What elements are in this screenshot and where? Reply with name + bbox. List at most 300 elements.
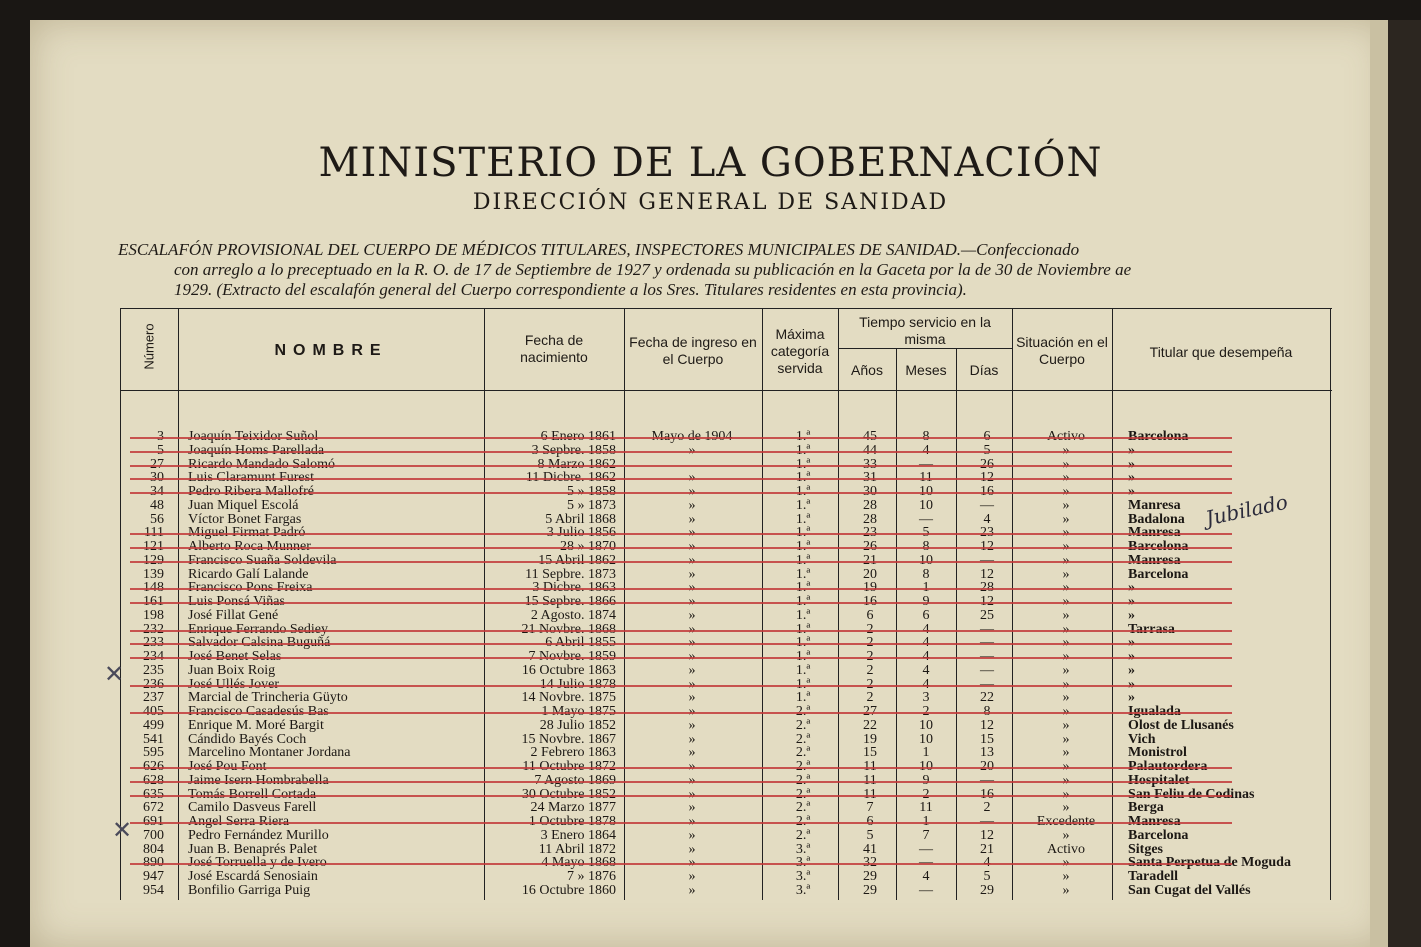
cell-sit: »: [1062, 773, 1070, 788]
cell-anos: 16: [863, 595, 877, 609]
cell-meses: 6: [922, 608, 930, 623]
cell-anos: 2: [866, 622, 874, 637]
cell-name: Angel Serra Riera: [188, 815, 290, 829]
cell-meses: 10: [919, 553, 933, 568]
cell-ingreso: »: [688, 443, 696, 458]
cell-name: Francisco Suaña Soldevila: [188, 553, 337, 568]
table-row: [120, 609, 1332, 623]
cell-meses: 4: [922, 622, 930, 637]
cell-num: 198: [143, 608, 164, 623]
x-mark: ✕: [104, 660, 125, 688]
table-row: [120, 664, 1332, 678]
cell-ingreso: »: [688, 732, 696, 747]
cell-name: Joaquín Teixidor Suñol: [188, 430, 319, 444]
cell-num: 635: [143, 787, 164, 802]
cell-cat: 1.ª: [795, 471, 811, 485]
cell-birth: 7 » 1876: [567, 870, 616, 884]
cell-meses: 4: [922, 443, 930, 458]
cell-dias: 28: [980, 581, 994, 595]
cell-tit: Palautordera: [1128, 760, 1208, 774]
cell-num: 56: [150, 512, 164, 527]
cell-birth: 15 Abril 1862: [538, 553, 616, 568]
cell-birth: 14 Novbre. 1875: [521, 691, 616, 705]
cell-num: 30: [150, 471, 164, 485]
cell-sit: »: [1062, 828, 1070, 843]
cell-dias: 4: [983, 512, 991, 527]
cell-cat: 1.ª: [795, 663, 811, 678]
cell-meses: —: [919, 457, 933, 472]
cell-tit: San Cugat del Vallés: [1128, 883, 1251, 898]
cell-birth: 16 Octubre 1860: [521, 883, 616, 898]
cell-birth: 2 Agosto. 1874: [530, 608, 616, 623]
cell-anos: 6: [866, 815, 874, 829]
table-row: [120, 595, 1332, 609]
intro-paragraph: [118, 240, 1338, 300]
cell-name: Cándido Bayés Coch: [188, 732, 307, 747]
cell-dias: —: [980, 773, 994, 788]
cell-name: José Torruella y de Ivero: [188, 856, 327, 870]
cell-anos: 20: [863, 567, 877, 582]
cell-num: 954: [143, 883, 164, 898]
cell-name: José Fillat Gené: [188, 608, 279, 623]
cell-sit: »: [1062, 732, 1070, 747]
cell-tit: Vich: [1128, 732, 1156, 747]
intro-line-3: 1929. (Extracto del escalafón general del Cuerpo correspondiente a los Sres. Titulares residentes en esta provincia).: [174, 280, 967, 299]
cell-num: 129: [143, 553, 164, 568]
table-row: [120, 691, 1332, 705]
cell-meses: 4: [922, 663, 930, 678]
cell-anos: 41: [863, 842, 877, 857]
cell-dias: 12: [980, 540, 994, 554]
cell-dias: 12: [980, 595, 994, 609]
cell-sit: »: [1062, 581, 1070, 595]
cell-meses: 8: [922, 540, 930, 554]
cell-meses: 4: [922, 650, 930, 664]
cell-dias: 20: [980, 760, 994, 774]
cell-ingreso: »: [688, 608, 696, 623]
table-row: [120, 815, 1332, 829]
handwritten-note: Jubilado: [1203, 489, 1290, 531]
cell-dias: 12: [980, 471, 994, 485]
cell-meses: 9: [922, 773, 930, 788]
cell-ingreso: »: [688, 828, 696, 843]
header-nacimiento: Fecha de nacimiento: [520, 332, 588, 365]
cell-dias: 12: [980, 567, 994, 582]
intro-line-2: con arreglo a lo preceptuado en la R. O. de 17 de Septiembre de 1927 y ordenada su publicación en la Gaceta por la de 30 de Noviembre ae: [174, 260, 1132, 279]
cell-dias: 2: [983, 801, 991, 815]
cell-cat: 1.ª: [795, 650, 811, 664]
cell-meses: 8: [922, 567, 930, 582]
cell-anos: 15: [863, 746, 877, 760]
cell-birth: 7 Agosto 1869: [534, 773, 616, 788]
cell-anos: 2: [866, 663, 874, 678]
cell-tit: »: [1128, 677, 1135, 692]
cell-birth: 30 Octubre 1852: [521, 787, 616, 802]
cell-cat: 1.ª: [795, 526, 811, 540]
header-situacion: Situación en el Cuerpo: [1016, 334, 1108, 367]
cell-meses: 10: [919, 718, 933, 733]
cell-anos: 6: [866, 608, 874, 623]
cell-sit: »: [1062, 718, 1070, 733]
cell-num: 148: [143, 581, 164, 595]
cell-meses: 10: [919, 760, 933, 774]
cell-sit: »: [1062, 883, 1070, 898]
cell-tit: »: [1128, 457, 1135, 472]
header-bottom-border: [120, 390, 1332, 391]
cell-num: 541: [143, 732, 164, 747]
cell-anos: 5: [866, 828, 874, 843]
cell-sit: »: [1062, 663, 1070, 678]
cell-name: Pedro Ribera Mallofré: [188, 485, 314, 499]
cell-anos: 26: [863, 540, 877, 554]
cell-dias: 5: [983, 443, 991, 458]
cell-num: 5: [157, 443, 164, 458]
cell-anos: 19: [863, 581, 877, 595]
cell-name: Enrique Ferrando Sediey: [188, 622, 328, 637]
cell-birth: 3 Sepbre. 1858: [531, 443, 616, 458]
cell-anos: 11: [863, 760, 877, 774]
cell-dias: 15: [980, 732, 994, 747]
cell-cat: 1.ª: [795, 691, 811, 705]
table-row: [120, 526, 1332, 540]
cell-sit: »: [1062, 540, 1070, 554]
cell-name: Ricardo Mandado Salomó: [188, 457, 335, 472]
cell-birth: 3 Enero 1864: [540, 828, 616, 843]
cell-birth: 16 Octubre 1863: [521, 663, 616, 678]
table-row: [120, 856, 1332, 870]
cell-cat: 1.ª: [795, 485, 811, 499]
cell-ingreso: »: [688, 567, 696, 582]
cell-anos: 2: [866, 650, 874, 664]
cell-name: Luis Claramunt Furest: [188, 471, 314, 485]
cell-ingreso: »: [688, 883, 696, 898]
cell-dias: 13: [980, 746, 994, 760]
cell-birth: 15 Novbre. 1867: [521, 732, 616, 747]
header-categoria: Máxima categoría servida: [770, 326, 830, 376]
header-numero: Número: [141, 323, 157, 370]
cell-anos: 2: [866, 677, 874, 692]
cell-sit: »: [1062, 595, 1070, 609]
cell-dias: 4: [983, 856, 991, 870]
table-row: [120, 636, 1332, 650]
table-row: [120, 746, 1332, 760]
cell-num: 232: [143, 622, 164, 637]
cell-sit: »: [1062, 485, 1070, 499]
cell-cat: 1.ª: [795, 540, 811, 554]
cell-tit: Barcelona: [1128, 567, 1189, 582]
table-row: [120, 458, 1332, 472]
header-nombre: NOMBRE: [274, 342, 388, 359]
cell-tit: »: [1128, 581, 1135, 595]
cell-name: Juan Boix Roig: [188, 663, 276, 678]
cell-sit: Activo: [1046, 842, 1086, 857]
ministry-title: MINISTERIO DE LA GOBERNACIÓN: [318, 140, 1103, 186]
cell-ingreso: »: [688, 553, 696, 568]
table-row: [120, 540, 1332, 554]
cell-meses: 4: [922, 677, 930, 692]
cell-cat: 3.ª: [795, 842, 811, 857]
cell-name: Marcelino Montaner Jordana: [188, 746, 351, 760]
table-row: [120, 678, 1332, 692]
cell-dias: 23: [980, 526, 994, 540]
cell-sit: »: [1062, 650, 1070, 664]
cell-tit: Monistrol: [1128, 746, 1187, 760]
header-anos: Años: [851, 362, 883, 378]
cell-meses: 3: [922, 691, 930, 705]
cell-cat: 2.ª: [795, 732, 811, 747]
cell-ingreso: »: [688, 856, 696, 870]
cell-sit: »: [1062, 856, 1070, 870]
cell-dias: —: [980, 636, 994, 650]
cell-anos: 11: [863, 787, 877, 802]
cell-cat: 1.ª: [795, 677, 811, 692]
cell-anos: 2: [866, 636, 874, 650]
cell-name: José Pou Font: [188, 760, 267, 774]
cell-name: Camilo Dasveus Farell: [188, 801, 317, 815]
cell-meses: 10: [919, 498, 933, 513]
cell-sit: »: [1062, 691, 1070, 705]
cell-num: 48: [150, 498, 164, 513]
cell-name: Salvador Calsina Buguñá: [188, 636, 331, 650]
table-row: [120, 843, 1332, 857]
cell-tit: »: [1128, 471, 1135, 485]
cell-name: Enrique M. Moré Bargit: [188, 718, 324, 733]
table-row: [120, 774, 1332, 788]
cell-num: 947: [143, 870, 164, 884]
table-row: [120, 444, 1332, 458]
cell-cat: 1.ª: [795, 595, 811, 609]
cell-birth: 5 » 1873: [567, 498, 616, 513]
cell-sit: »: [1062, 622, 1070, 637]
cell-anos: 29: [863, 883, 877, 898]
table-row: [120, 623, 1332, 637]
cell-cat: 2.ª: [795, 801, 811, 815]
escalafon-table: [120, 308, 1332, 908]
cell-ingreso: »: [688, 691, 696, 705]
cell-anos: 30: [863, 485, 877, 499]
cell-meses: —: [919, 856, 933, 870]
cell-cat: 2.ª: [795, 787, 811, 802]
cell-birth: 28 » 1870: [560, 540, 616, 554]
cell-tit: Berga: [1128, 801, 1164, 815]
cell-tit: Taradell: [1128, 870, 1179, 884]
table-row: [120, 554, 1332, 568]
directorate-subtitle: DIRECCIÓN GENERAL DE SANIDAD: [472, 190, 949, 215]
cell-meses: 1: [922, 581, 930, 595]
cell-cat: 1.ª: [795, 430, 811, 444]
cell-ingreso: »: [688, 581, 696, 595]
cell-anos: 33: [863, 457, 877, 472]
cell-anos: 21: [863, 553, 877, 568]
cell-num: 3: [157, 430, 164, 444]
cell-cat: 2.ª: [795, 760, 811, 774]
cell-tit: »: [1128, 650, 1135, 664]
table-top-border: [120, 308, 1332, 309]
cell-birth: 28 Julio 1852: [539, 718, 616, 733]
cell-num: 890: [143, 856, 164, 870]
table-row: [120, 513, 1332, 527]
cell-cat: 2.ª: [795, 828, 811, 843]
cell-cat: 3.ª: [795, 870, 811, 884]
cell-ingreso: »: [688, 471, 696, 485]
cell-birth: 6 Enero 1861: [540, 430, 616, 444]
cell-dias: 6: [983, 430, 991, 444]
cell-tit: Manresa: [1128, 815, 1181, 829]
cell-sit: »: [1062, 746, 1070, 760]
cell-cat: 3.ª: [795, 856, 811, 870]
cell-ingreso: »: [688, 485, 696, 499]
cell-dias: 16: [980, 787, 994, 802]
cell-tit: Barcelona: [1128, 540, 1189, 554]
table-row: [120, 801, 1332, 815]
cell-sit: »: [1062, 636, 1070, 650]
cell-sit: »: [1062, 457, 1070, 472]
cell-tit: San Feliu de Codinas: [1128, 787, 1255, 802]
cell-tit: »: [1128, 443, 1135, 458]
cell-birth: 11 Abril 1872: [538, 842, 616, 857]
cell-num: 234: [143, 650, 164, 664]
table-row: [120, 829, 1332, 843]
cell-birth: 5 » 1858: [567, 485, 616, 499]
table-row: [120, 485, 1332, 499]
cell-dias: 26: [980, 457, 994, 472]
cell-ingreso: »: [688, 663, 696, 678]
cell-cat: 2.ª: [795, 773, 811, 788]
cell-dias: —: [980, 815, 994, 829]
table-row: [120, 760, 1332, 774]
cell-meses: —: [919, 512, 933, 527]
cell-dias: 29: [980, 883, 994, 898]
cell-birth: 7 Novbre. 1859: [528, 650, 616, 664]
cell-num: 804: [143, 842, 164, 857]
cell-birth: 1 Octubre 1878: [528, 815, 616, 829]
cell-num: 235: [143, 663, 164, 678]
cell-name: José Escardá Senosiain: [188, 870, 318, 884]
cell-sit: »: [1062, 870, 1070, 884]
cell-ingreso: »: [688, 787, 696, 802]
table-row: [120, 705, 1332, 719]
cell-sit: »: [1062, 787, 1070, 802]
cell-num: 121: [143, 540, 164, 554]
cell-ingreso: »: [688, 498, 696, 513]
cell-tit: Manresa: [1128, 526, 1181, 540]
cell-num: 672: [143, 801, 164, 815]
cell-sit: »: [1062, 677, 1070, 692]
cell-sit: »: [1062, 526, 1070, 540]
cell-birth: 14 Julio 1878: [539, 677, 616, 692]
cell-name: Jaime Isern Hombrabella: [188, 773, 329, 788]
x-mark: ✕: [112, 816, 133, 844]
table-row: [120, 650, 1332, 664]
cell-tit: Sitges: [1128, 842, 1163, 857]
cell-name: Bonfilio Garriga Puig: [188, 883, 311, 898]
cell-meses: 4: [922, 870, 930, 884]
cell-birth: 3 Julio 1856: [546, 526, 616, 540]
table-row: [120, 870, 1332, 884]
cell-birth: 6 Abril 1855: [545, 636, 616, 650]
cell-name: Luis Ponsá Viñas: [188, 595, 285, 609]
cell-name: Víctor Bonet Fargas: [188, 512, 302, 527]
cell-sit: »: [1062, 471, 1070, 485]
cell-cat: 1.ª: [795, 553, 811, 568]
cell-tit: »: [1128, 636, 1135, 650]
cell-num: 111: [144, 526, 164, 540]
cell-ingreso: »: [688, 636, 696, 650]
cell-meses: 11: [919, 801, 933, 815]
cell-tit: »: [1128, 608, 1135, 623]
cell-meses: 5: [922, 526, 930, 540]
cell-ingreso: »: [688, 622, 696, 637]
cell-tit: Manresa: [1128, 553, 1181, 568]
cell-tit: Tarrasa: [1128, 622, 1175, 637]
cell-meses: 7: [922, 828, 930, 843]
cell-name: José Benet Selas: [188, 650, 282, 664]
cell-birth: 4 Mayo 1868: [541, 856, 616, 870]
cell-sit: »: [1062, 705, 1070, 719]
table-row: [120, 719, 1332, 733]
cell-cat: 1.ª: [795, 622, 811, 637]
cell-cat: 1.ª: [795, 581, 811, 595]
header-ingreso: Fecha de ingreso en el Cuerpo: [629, 334, 757, 367]
cell-ingreso: »: [688, 718, 696, 733]
cell-sit: »: [1062, 801, 1070, 815]
cell-dias: 21: [980, 842, 994, 857]
cell-ingreso: »: [688, 595, 696, 609]
cell-dias: —: [980, 663, 994, 678]
cell-name: Marcial de Trincheria Güyto: [188, 691, 348, 705]
cell-tit: Manresa: [1128, 498, 1181, 513]
cell-num: 236: [143, 677, 164, 692]
cell-dias: —: [980, 553, 994, 568]
cell-anos: 27: [863, 705, 877, 719]
header-dias: Días: [969, 362, 999, 378]
cell-dias: 12: [980, 718, 994, 733]
cell-num: 405: [143, 705, 164, 719]
cell-meses: —: [919, 883, 933, 898]
cell-anos: 2: [866, 691, 874, 705]
cell-dias: —: [980, 498, 994, 513]
cell-tit: Santa Perpetua de Moguda: [1128, 856, 1291, 870]
cell-tit: Igualada: [1128, 705, 1181, 719]
cell-birth: 11 Sepbre. 1873: [525, 567, 616, 582]
cell-cat: 1.ª: [795, 512, 811, 527]
cell-name: Francisco Pons Freixa: [188, 581, 313, 595]
cell-dias: 12: [980, 828, 994, 843]
cell-meses: —: [919, 842, 933, 857]
cell-anos: 22: [863, 718, 877, 733]
cell-num: 139: [143, 567, 164, 582]
cell-meses: 8: [922, 430, 930, 444]
cell-cat: 1.ª: [795, 636, 811, 650]
cell-num: 233: [143, 636, 164, 650]
cell-dias: 16: [980, 485, 994, 499]
cell-meses: 9: [922, 595, 930, 609]
cell-num: 595: [143, 746, 164, 760]
cell-ingreso: »: [688, 842, 696, 857]
cell-birth: 24 Marzo 1877: [530, 801, 616, 815]
cell-cat: 1.ª: [795, 457, 811, 472]
cell-dias: 5: [983, 870, 991, 884]
cell-ingreso: »: [688, 650, 696, 664]
cell-name: Francisco Casadesús Bas: [188, 705, 329, 719]
cell-anos: 32: [863, 856, 877, 870]
cell-meses: 2: [922, 705, 930, 719]
cell-ingreso: »: [688, 540, 696, 554]
cell-ingreso: »: [688, 801, 696, 815]
cell-anos: 45: [863, 430, 877, 444]
cell-cat: 1.ª: [795, 443, 811, 458]
cell-anos: 29: [863, 870, 877, 884]
